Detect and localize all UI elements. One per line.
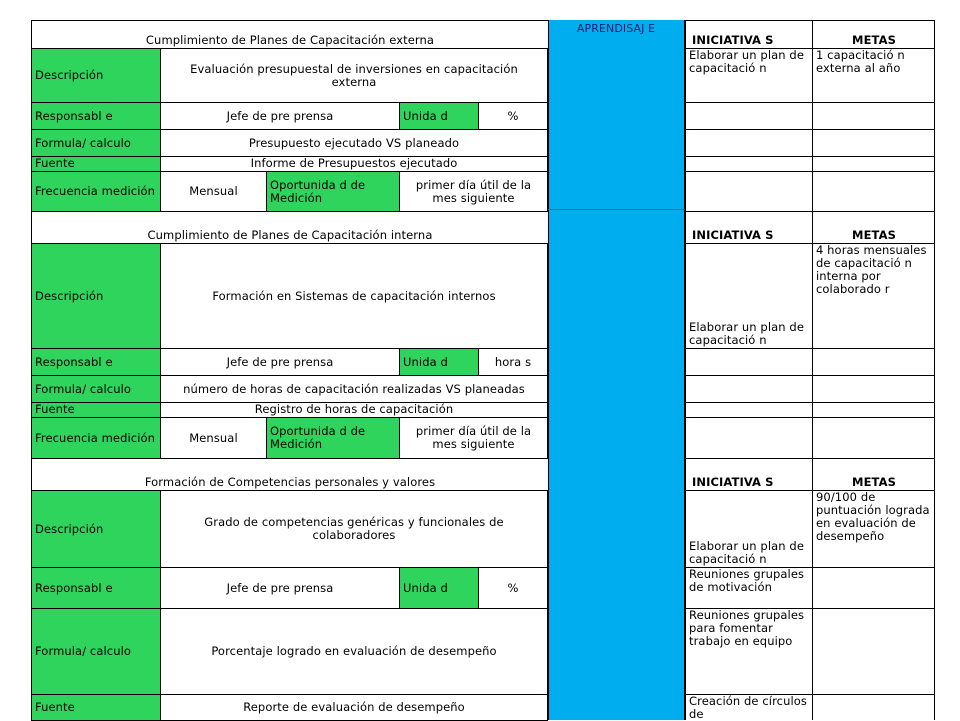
- fuente-value: Informe de Presupuestos ejecutado: [160, 156, 548, 172]
- formula-label: Formula/ calculo: [31, 375, 161, 403]
- meta-empty: [812, 102, 935, 130]
- iniciativa-empty: [685, 102, 812, 130]
- formula-label: Formula/ calculo: [31, 608, 161, 695]
- descripcion-label: Descripción: [31, 490, 161, 568]
- frecuencia-label: Frecuencia medición: [31, 417, 161, 459]
- meta-empty: [812, 402, 935, 418]
- oportunidad-value: primer día útil de la mes siguiente: [399, 171, 548, 212]
- meta-item: 90/100 de puntuación lograda en evaluación de desempeño: [812, 490, 935, 568]
- iniciativa-item: Creación de círculos de: [685, 694, 812, 720]
- section-title: Formación de Competencias personales y valores: [32, 459, 548, 491]
- fuente-value: Registro de horas de capacitación: [160, 402, 548, 418]
- iniciativa-empty: [685, 402, 812, 418]
- metas-header: METAS: [812, 21, 935, 49]
- formula-label: Formula/ calculo: [31, 129, 161, 157]
- meta-empty: [812, 608, 935, 695]
- descripcion-value: Formación en Sistemas de capacitación internos: [160, 243, 548, 349]
- oportunidad-label: Oportunida d de Medición: [266, 171, 400, 212]
- fuente-value: Reporte de evaluación de desempeño: [160, 694, 548, 721]
- frecuencia-value: Mensual: [160, 417, 267, 459]
- unidad-value: %: [478, 102, 548, 130]
- responsable-label: Responsabl e: [31, 567, 161, 609]
- fuente-label: Fuente: [31, 156, 161, 172]
- iniciativa-empty: [685, 129, 812, 157]
- iniciativa-empty: [685, 375, 812, 403]
- descripcion-label: Descripción: [31, 48, 161, 103]
- iniciativa-empty: [685, 156, 812, 172]
- formula-value: Presupuesto ejecutado VS planeado: [160, 129, 548, 157]
- iniciativa-empty: [685, 171, 812, 212]
- responsable-label: Responsabl e: [31, 102, 161, 130]
- aprendizaje-column: [548, 20, 685, 720]
- oportunidad-label: Oportunida d de Medición: [266, 417, 400, 459]
- metas-header: METAS: [812, 212, 935, 244]
- descripcion-label: Descripción: [31, 243, 161, 349]
- unidad-label: Unida d: [399, 567, 479, 609]
- section-title: Cumplimiento de Planes de Capacitación interna: [32, 212, 548, 244]
- fuente-label: Fuente: [31, 694, 161, 721]
- meta-item: 1 capacitació n externa al año: [812, 48, 935, 103]
- section-title: Cumplimiento de Planes de Capacitación externa: [32, 21, 548, 49]
- responsable-value: Jefe de pre prensa: [160, 567, 400, 609]
- frecuencia-label: Frecuencia medición: [31, 171, 161, 212]
- iniciativa-item: Elaborar un plan de capacitació n: [685, 490, 812, 568]
- oportunidad-value: primer día útil de la mes siguiente: [399, 417, 548, 459]
- meta-empty: [812, 156, 935, 172]
- frecuencia-value: Mensual: [160, 171, 267, 212]
- formula-value: Porcentaje logrado en evaluación de desempeño: [160, 608, 548, 695]
- iniciativa-item: Reuniones grupales para fomentar trabajo en equipo: [685, 608, 812, 695]
- fuente-label: Fuente: [31, 402, 161, 418]
- iniciativa-item: Elaborar un plan de capacitació n: [685, 243, 812, 349]
- unidad-value: %: [478, 567, 548, 609]
- meta-empty: [812, 567, 935, 609]
- meta-empty: [812, 375, 935, 403]
- aprendizaje-label: APRENDISAJ E: [576, 22, 656, 35]
- unidad-label: Unida d: [399, 348, 479, 376]
- meta-empty: [812, 171, 935, 212]
- iniciativa-item: Elaborar un plan de capacitació n: [685, 48, 812, 103]
- responsable-value: Jefe de pre prensa: [160, 348, 400, 376]
- aprendizaje-divider: [548, 209, 685, 210]
- iniciativa-item: Reuniones grupales de motivación: [685, 567, 812, 609]
- metas-header: METAS: [812, 459, 935, 491]
- descripcion-value: Grado de competencias genéricas y funcionales de colaboradores: [160, 490, 548, 568]
- unidad-value: hora s: [478, 348, 548, 376]
- iniciativas-header: INICIATIVA S: [685, 459, 812, 491]
- formula-value: número de horas de capacitación realizadas VS planeadas: [160, 375, 548, 403]
- responsable-value: Jefe de pre prensa: [160, 102, 400, 130]
- iniciativa-empty: [685, 417, 812, 459]
- meta-empty: [812, 694, 935, 720]
- unidad-label: Unida d: [399, 102, 479, 130]
- meta-item: 4 horas mensuales de capacitació n interna por colaborado r: [812, 243, 935, 349]
- meta-empty: [812, 417, 935, 459]
- responsable-label: Responsabl e: [31, 348, 161, 376]
- iniciativa-empty: [685, 348, 812, 376]
- iniciativas-header: INICIATIVA S: [685, 212, 812, 244]
- meta-empty: [812, 129, 935, 157]
- descripcion-value: Evaluación presupuestal de inversiones en capacitación externa: [160, 48, 548, 103]
- meta-empty: [812, 348, 935, 376]
- iniciativas-header: INICIATIVA S: [685, 21, 812, 49]
